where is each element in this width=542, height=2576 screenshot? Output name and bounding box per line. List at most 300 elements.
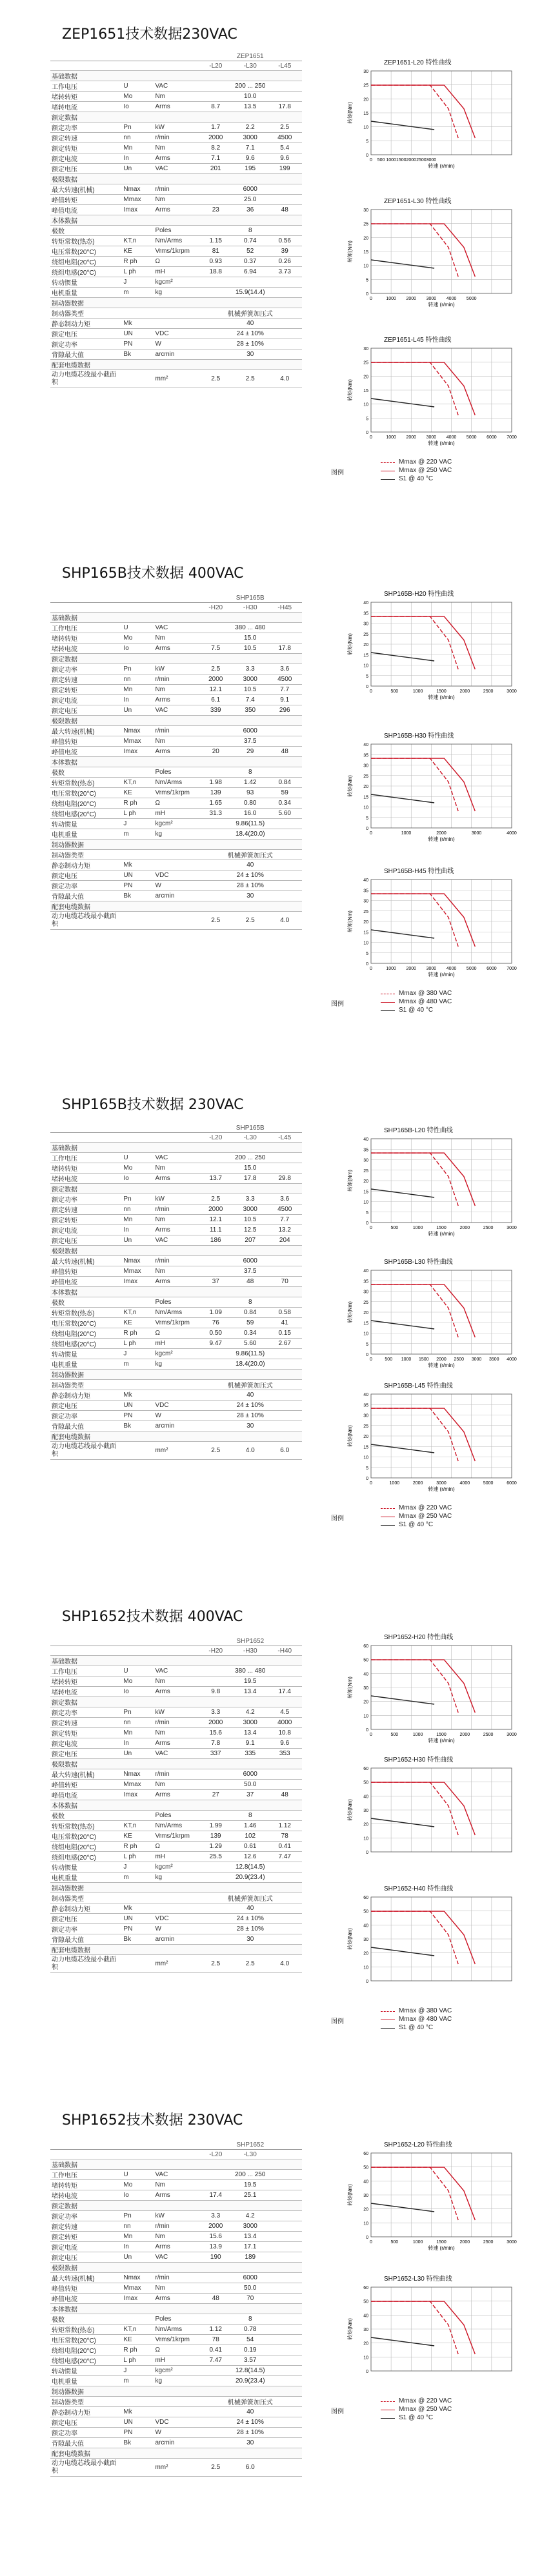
x-tick-label: 1000 — [412, 1733, 423, 1737]
legend-text: Mmax @ 250 VAC — [399, 467, 452, 474]
legend-text: S1 @ 40 °C — [399, 1521, 434, 1528]
x-tick-label: 3000 — [507, 1226, 517, 1230]
param-value: 24 ± 10% — [199, 2417, 302, 2428]
legend-title: 图例 — [331, 2018, 344, 2025]
param-value: 2.67 — [267, 1339, 302, 1349]
y-tick-label: 25 — [363, 632, 368, 637]
spec-row — [50, 1687, 302, 1697]
param-unit: kW — [154, 1194, 198, 1204]
spec-row — [50, 1380, 302, 1390]
param-value: 52 — [233, 246, 267, 257]
param-value: 16.0 — [233, 809, 267, 819]
group-header-row — [50, 1656, 302, 1666]
y-tick-label: 60 — [363, 1896, 368, 1900]
spec-row — [50, 319, 302, 329]
model-name: SHP1652 — [199, 1637, 302, 1646]
param-unit — [154, 319, 198, 329]
y-tick-label: 5 — [366, 417, 368, 422]
param-value — [267, 2252, 302, 2263]
param-label: 制动器类型 — [50, 2397, 122, 2407]
param-unit: mH — [154, 2355, 198, 2366]
param-label: 背隙最大值 — [50, 2438, 122, 2448]
mmax-high-curve — [371, 1782, 475, 1835]
spec-row — [50, 349, 302, 360]
param-unit: Arms — [154, 1174, 198, 1184]
param-value: 15.0 — [199, 1163, 302, 1174]
y-tick-label: 30 — [363, 2328, 368, 2332]
spec-row — [50, 1256, 302, 1266]
param-value: 2.2 — [233, 123, 267, 133]
param-label: 堵转转矩 — [50, 92, 122, 102]
param-label: 峰值电流 — [50, 1277, 122, 1287]
param-symbol: Un — [122, 164, 154, 174]
s1-curve — [371, 1444, 434, 1453]
param-symbol: U — [122, 623, 154, 633]
group-header-row — [50, 1370, 302, 1380]
y-tick-label: 30 — [363, 899, 368, 904]
param-label: 静态制动力矩 — [50, 1390, 122, 1401]
param-unit: Nm — [154, 195, 198, 205]
x-tick-label: 1000 — [389, 1481, 400, 1486]
param-symbol: J — [122, 2366, 154, 2376]
param-label: 动力电缆芯线最小截面积 — [50, 370, 122, 388]
group-header-row — [50, 1759, 302, 1769]
param-unit — [154, 1893, 198, 1903]
y-tick-label: 15 — [363, 250, 368, 255]
section-title: SHP165B技术数据 400VAC — [62, 565, 244, 582]
x-tick-label: 0 — [370, 297, 372, 301]
mmax-high-curve — [371, 1153, 475, 1206]
y-tick-label: 5 — [366, 951, 368, 956]
variant-label: -H45 — [267, 603, 302, 613]
x-axis-label: 转速 (r/min) — [428, 2245, 455, 2251]
param-label: 绕组电阻(20°C) — [50, 2345, 122, 2355]
s1-curve — [371, 1696, 434, 1704]
param-label: 工作电压 — [50, 623, 122, 633]
param-label: 堵转电流 — [50, 102, 122, 112]
section-title: ZEP1651技术数据230VAC — [62, 26, 237, 43]
y-tick-label: 25 — [363, 774, 368, 779]
param-value: 40 — [199, 319, 302, 329]
spec-row — [50, 1749, 302, 1759]
param-value: 4.2 — [233, 1707, 267, 1718]
param-value: 9.6 — [267, 153, 302, 164]
param-label: 静态制动力矩 — [50, 2407, 122, 2417]
chart-svg — [345, 2148, 529, 2267]
spec-row — [50, 1780, 302, 1790]
x-tick-label: 1500 — [436, 2240, 447, 2245]
legend-text: S1 @ 40 °C — [399, 2414, 434, 2421]
spec-row — [50, 2407, 302, 2417]
x-tick-label: 6000 — [487, 967, 497, 971]
param-unit: arcmin — [154, 1934, 198, 1945]
y-tick-label: 35 — [363, 611, 368, 616]
param-symbol: U — [122, 2170, 154, 2180]
mmax-low-curve — [371, 758, 458, 811]
y-axis-label: 转矩(Nm) — [347, 1170, 353, 1192]
y-tick-label: 15 — [363, 112, 368, 116]
param-label: 额定电压 — [50, 1914, 122, 1924]
param-value: 2000 — [199, 2221, 233, 2232]
x-tick-label: 1000 — [386, 297, 396, 301]
param-unit: VAC — [154, 1153, 198, 1163]
param-symbol: Mk — [122, 2407, 154, 2417]
param-symbol: J — [122, 1349, 154, 1359]
param-symbol: Pn — [122, 1194, 154, 1204]
param-label: 制动器类型 — [50, 1893, 122, 1903]
x-tick-label: 3000 — [426, 158, 437, 162]
param-label: 极数 — [50, 1811, 122, 1821]
group-header-row — [50, 2304, 302, 2314]
param-value: 3.73 — [267, 267, 302, 277]
variant-label: -L20 — [199, 2150, 233, 2159]
param-label: 背隙最大值 — [50, 1421, 122, 1431]
param-value: 54 — [233, 2335, 267, 2345]
chart-title: ZEP1651-L30 特性曲线 — [384, 198, 452, 205]
spec-row — [50, 1421, 302, 1431]
param-unit — [154, 860, 198, 870]
legend-text: Mmax @ 380 VAC — [399, 990, 452, 997]
param-symbol — [122, 2314, 154, 2325]
param-unit: Arms — [154, 644, 198, 654]
y-axis-label: 转矩(Nm) — [347, 379, 353, 401]
param-label: 制动器类型 — [50, 308, 122, 319]
param-label: 额定电压 — [50, 1401, 122, 1411]
param-symbol: Un — [122, 705, 154, 716]
spec-row — [50, 2211, 302, 2221]
param-symbol: L ph — [122, 1852, 154, 1862]
param-value: 9.8 — [199, 1687, 233, 1697]
spec-row — [50, 1339, 302, 1349]
spec-row — [50, 288, 302, 298]
x-tick-label: 3500 — [488, 1357, 499, 1362]
group-label: 额定数据 — [50, 1184, 302, 1194]
param-value: 12.6 — [233, 1852, 267, 1862]
spec-row — [50, 205, 302, 215]
param-unit: arcmin — [154, 349, 198, 360]
group-header-row — [50, 1184, 302, 1194]
y-tick-label: 50 — [363, 2165, 368, 2170]
param-symbol: Mn — [122, 2232, 154, 2242]
spec-row — [50, 1349, 302, 1359]
x-tick-label: 6000 — [487, 435, 497, 440]
param-unit: kW — [154, 1707, 198, 1718]
x-tick-label: 1000 — [401, 831, 412, 836]
spec-table — [50, 52, 302, 388]
torque-speed-chart — [345, 2273, 529, 2399]
y-tick-label: 10 — [363, 941, 368, 946]
legend-text: Mmax @ 220 VAC — [399, 458, 452, 466]
param-unit: Nm/Arms — [154, 1821, 198, 1831]
x-tick-label: 1000 — [412, 2240, 423, 2245]
param-symbol: L ph — [122, 809, 154, 819]
param-unit: Vrms/1krpm — [154, 1831, 198, 1842]
param-unit: arcmin — [154, 891, 198, 901]
chart-svg — [345, 1892, 529, 2011]
param-value: 31.3 — [199, 809, 233, 819]
param-value: 12.8(14.5) — [199, 2366, 302, 2376]
param-label: 额定转矩 — [50, 1215, 122, 1225]
param-value: 7.5 — [199, 644, 233, 654]
x-tick-label: 2500 — [416, 158, 427, 162]
param-label: 额定电压 — [50, 705, 122, 716]
param-value: 3000 — [233, 674, 267, 685]
param-symbol: Mmax — [122, 2283, 154, 2294]
param-label: 转动惯量 — [50, 819, 122, 829]
y-tick-label: 0 — [366, 153, 368, 158]
param-unit: VDC — [154, 329, 198, 339]
spec-row — [50, 236, 302, 246]
model-row — [50, 1123, 302, 1133]
chart-svg — [345, 1389, 529, 1508]
param-unit: r/min — [154, 1769, 198, 1780]
param-symbol: nn — [122, 133, 154, 143]
param-value: 2000 — [199, 133, 233, 143]
spec-row — [50, 644, 302, 654]
spec-row — [50, 1676, 302, 1687]
chart-svg — [345, 1763, 529, 1882]
y-tick-label: 5 — [366, 278, 368, 283]
param-label: 极数 — [50, 1297, 122, 1308]
param-value: 4500 — [267, 674, 302, 685]
spec-row — [50, 726, 302, 736]
spec-row — [50, 1934, 302, 1945]
spec-row — [50, 1893, 302, 1903]
param-value — [199, 277, 233, 288]
y-tick-label: 0 — [366, 1353, 368, 1357]
spec-row — [50, 829, 302, 840]
spec-row — [50, 308, 302, 319]
torque-speed-chart — [345, 1754, 529, 1880]
param-label: 转矩常数(热态) — [50, 1308, 122, 1318]
x-tick-label: 3000 — [471, 831, 482, 836]
y-tick-label: 25 — [363, 1424, 368, 1429]
spec-row — [50, 123, 302, 133]
param-value: 机械弹簧加压式 — [199, 1380, 302, 1390]
x-tick-label: 2000 — [406, 158, 417, 162]
mmax-low-curve — [371, 362, 458, 415]
param-unit: mH — [154, 809, 198, 819]
param-value: 3.3 — [199, 2211, 233, 2221]
legend-text: Mmax @ 480 VAC — [399, 998, 452, 1005]
param-value: 40 — [199, 2407, 302, 2417]
param-label: 额定功率 — [50, 1707, 122, 1718]
x-tick-label: 4000 — [446, 967, 457, 971]
param-value: 13.9 — [199, 2242, 233, 2252]
s1-curve — [371, 2203, 434, 2212]
param-value: 2.5 — [233, 1955, 267, 1973]
group-label: 极限数据 — [50, 174, 302, 184]
spec-row — [50, 2242, 302, 2252]
legend-item — [360, 458, 452, 467]
param-value: 28 ± 10% — [199, 1411, 302, 1421]
y-tick-label: 40 — [363, 601, 368, 605]
y-tick-label: 35 — [363, 1279, 368, 1284]
mmax-low-curve — [371, 1911, 458, 1964]
group-header-row — [50, 174, 302, 184]
legend-swatch — [381, 2401, 395, 2402]
param-symbol — [122, 226, 154, 236]
param-unit: VAC — [154, 2170, 198, 2180]
param-unit: r/min — [154, 1718, 198, 1728]
y-tick-label: 10 — [363, 664, 368, 669]
param-symbol: Nmax — [122, 2273, 154, 2283]
param-unit: Poles — [154, 1811, 198, 1821]
param-value: 3.3 — [233, 664, 267, 674]
y-tick-label: 15 — [363, 930, 368, 936]
legend-item — [360, 1504, 452, 1513]
param-value: 28 ± 10% — [199, 2428, 302, 2438]
param-label: 额定电压 — [50, 870, 122, 881]
group-label: 配套电缆数据 — [50, 2448, 302, 2459]
param-label: 工作电压 — [50, 81, 122, 92]
param-value: 4000 — [267, 1718, 302, 1728]
param-unit: mH — [154, 1339, 198, 1349]
param-value: 3.57 — [233, 2355, 267, 2366]
param-unit: kgcm² — [154, 819, 198, 829]
spec-row — [50, 2397, 302, 2407]
param-value: 1.15 — [199, 236, 233, 246]
y-tick-label: 30 — [363, 70, 368, 74]
y-tick-label: 40 — [363, 878, 368, 883]
mmax-low-curve — [371, 224, 458, 277]
group-label: 极限数据 — [50, 1246, 302, 1256]
y-tick-label: 10 — [363, 1200, 368, 1205]
param-value: 15.9(14.4) — [199, 288, 302, 298]
torque-speed-chart — [345, 1380, 529, 1506]
param-label: 额定转矩 — [50, 143, 122, 153]
param-value: 78 — [199, 2335, 233, 2345]
param-value: 48 — [267, 747, 302, 757]
param-label: 峰值电流 — [50, 2294, 122, 2304]
x-tick-label: 5000 — [483, 1481, 494, 1486]
legend-title: 图例 — [331, 1001, 344, 1008]
param-value: 28 ± 10% — [199, 1924, 302, 1934]
legend-text: Mmax @ 480 VAC — [399, 2016, 452, 2023]
param-value: 1.29 — [199, 1842, 233, 1852]
x-tick-label: 0 — [370, 1226, 372, 1230]
param-unit: r/min — [154, 133, 198, 143]
param-value: 2.5 — [233, 370, 267, 388]
spec-row — [50, 778, 302, 788]
param-symbol: KT,n — [122, 778, 154, 788]
param-symbol: Mo — [122, 633, 154, 644]
x-tick-label: 2000 — [406, 967, 417, 971]
param-unit: Ω — [154, 257, 198, 267]
torque-speed-chart — [345, 588, 529, 714]
group-label: 额定数据 — [50, 1697, 302, 1707]
param-value: 0.78 — [233, 2325, 267, 2335]
param-value: 30 — [199, 1421, 302, 1431]
param-value: 3.6 — [267, 664, 302, 674]
chart-title: SHP1652-H30 特性曲线 — [384, 1756, 454, 1764]
y-tick-label: 15 — [363, 389, 368, 393]
y-tick-label: 10 — [363, 402, 368, 408]
y-tick-label: 10 — [363, 805, 368, 811]
param-symbol: PN — [122, 1924, 154, 1934]
param-unit: mm² — [154, 370, 198, 388]
mmax-high-curve — [371, 1284, 475, 1337]
param-value: 50.0 — [199, 1780, 302, 1790]
param-label: 额定电流 — [50, 1738, 122, 1749]
y-tick-label: 60 — [363, 1767, 368, 1771]
param-value: 204 — [267, 1235, 302, 1246]
param-unit: W — [154, 2428, 198, 2438]
spec-row — [50, 623, 302, 633]
mmax-low-curve — [371, 894, 458, 947]
param-value: 3000 — [233, 1718, 267, 1728]
y-tick-label: 0 — [366, 685, 368, 689]
x-axis-label: 转速 (r/min) — [428, 694, 455, 700]
legend-title: 图例 — [331, 469, 344, 477]
param-unit: kW — [154, 664, 198, 674]
param-value: 70 — [233, 2294, 267, 2304]
x-tick-label: 1500 — [436, 689, 447, 694]
param-symbol: Mo — [122, 92, 154, 102]
spec-row — [50, 1852, 302, 1862]
param-label: 额定转速 — [50, 1204, 122, 1215]
spec-row — [50, 2294, 302, 2304]
group-header-row — [50, 1143, 302, 1153]
param-value: 10.8 — [267, 1728, 302, 1738]
param-value: 18.4(20.0) — [199, 1359, 302, 1370]
y-axis-label: 转矩(Nm) — [347, 1425, 353, 1447]
param-symbol: Mmax — [122, 1266, 154, 1277]
param-label: 动力电缆芯线最小截面积 — [50, 1955, 122, 1973]
param-value: 15.6 — [199, 2232, 233, 2242]
y-tick-label: 0 — [366, 1851, 368, 1855]
x-tick-label: 3000 — [471, 1357, 482, 1362]
param-value: 3.3 — [199, 1707, 233, 1718]
spec-row — [50, 1153, 302, 1163]
param-value — [267, 2345, 302, 2355]
param-value: 339 — [199, 705, 233, 716]
spec-row — [50, 819, 302, 829]
x-axis-label: 转速 (r/min) — [428, 1231, 455, 1237]
param-unit: r/min — [154, 674, 198, 685]
group-label: 制动器数据 — [50, 840, 302, 850]
param-label: 额定转矩 — [50, 2232, 122, 2242]
param-value: 7.1 — [199, 153, 233, 164]
y-tick-label: 15 — [363, 1445, 368, 1450]
param-label: 绕组电感(20°C) — [50, 267, 122, 277]
param-value — [267, 2325, 302, 2335]
spec-row — [50, 2325, 302, 2335]
param-value: 10.5 — [233, 644, 267, 654]
spec-row — [50, 277, 302, 288]
param-value: 0.58 — [267, 1308, 302, 1318]
y-tick-label: 10 — [363, 1332, 368, 1337]
x-tick-label: 2000 — [459, 1733, 470, 1737]
legend-swatch — [381, 1525, 395, 1526]
param-symbol: Mn — [122, 143, 154, 153]
spec-row — [50, 2417, 302, 2428]
param-value: 0.19 — [233, 2345, 267, 2355]
param-unit: Nm — [154, 736, 198, 747]
param-value: 0.56 — [267, 236, 302, 246]
param-symbol — [122, 370, 154, 388]
group-header-row — [50, 2448, 302, 2459]
param-value: 17.8 — [267, 644, 302, 654]
y-tick-label: 0 — [366, 962, 368, 967]
param-value: 机械弹簧加压式 — [199, 308, 302, 319]
spec-row — [50, 850, 302, 860]
spec-row — [50, 133, 302, 143]
param-unit: Arms — [154, 2294, 198, 2304]
y-tick-label: 35 — [363, 1148, 368, 1153]
chart-svg — [345, 1640, 529, 1760]
param-symbol: L ph — [122, 2355, 154, 2366]
